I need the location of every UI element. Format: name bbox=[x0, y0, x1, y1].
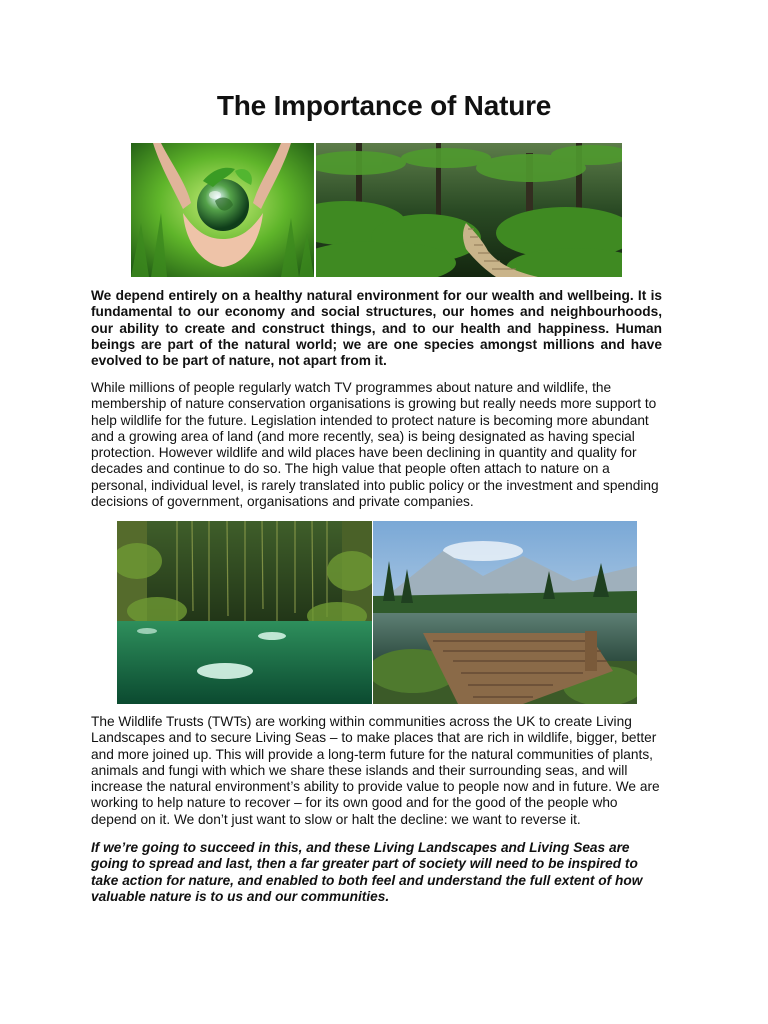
body-paragraph-wildlife-trusts: The Wildlife Trusts (TWTs) are working within communities across the UK to create Living Landscapes and to secure Living Seas – to make places that are rich in wildlife, bigger, better and more joined up. This will provide a long-term future for the natural communities of plants, animals and fungi with which we share these islands and their surrounding seas, and will increase the natural environment’s ability to provide value to people now and in future. We are working to help nature to recover – for its own good and for the good of the people who depend on it. We don’t just want to slow or halt the decline: we want to reverse it. bbox=[91, 714, 660, 827]
fern-forest-photo bbox=[316, 143, 622, 277]
lake-jetty-photo bbox=[373, 521, 637, 704]
page-title: The Importance of Nature bbox=[216, 90, 552, 121]
cenote-pool-photo bbox=[117, 521, 372, 704]
hands-globe-photo bbox=[131, 143, 314, 277]
closing-paragraph: If we’re going to succeed in this, and these Living Landscapes and Living Seas are going to spread and last, then a far greater part of society will need to be inspired to take action for nature, and enabled to both feel and understand the full extent of how valuable nature is to us and our communities. bbox=[91, 840, 643, 904]
body-paragraph-conservation: While millions of people regularly watch TV programmes about nature and wildlife, the membership of nature conservation organisations is growing but really needs more support to help wildlife for the future. Legislation intended to protect nature is becoming more abundant and a growing area of land (and more recently, sea) is being designated as having special protection. However wildlife and wild places have been declining in quantity and quality for decades and continue to do so. The high value that people often attach to nature on a personal, individual level, is rarely translated into public policy or the investment and spending decisions of government, organisations and private companies. bbox=[91, 380, 659, 510]
intro-paragraph: We depend entirely on a healthy natural environment for our wealth and wellbeing. It is fundamental to our economy and social structures, our homes and neighbourhoods, our ability to create and construct things, and to our health and happiness. Human beings are part of the natural world; we are one species amongst millions and have evolved to be part of nature, not apart from it. bbox=[91, 288, 662, 369]
